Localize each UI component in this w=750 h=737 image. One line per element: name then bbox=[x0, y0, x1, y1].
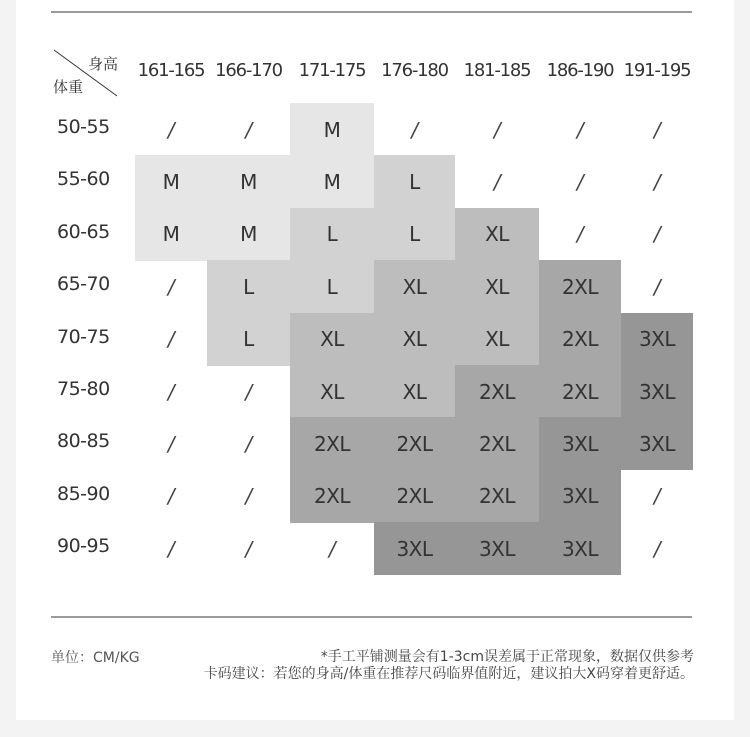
size-cell: L bbox=[207, 313, 290, 366]
size-cell: M bbox=[207, 208, 290, 261]
size-cell: / bbox=[245, 431, 252, 456]
size-cell: / bbox=[245, 117, 252, 142]
column-header: 191-195 bbox=[623, 60, 691, 81]
column-header: 176-180 bbox=[381, 60, 448, 81]
size-cell: / bbox=[245, 484, 252, 509]
size-cell: 3XL bbox=[539, 470, 621, 523]
table-corner-header bbox=[51, 48, 121, 98]
row-header: 80-85 bbox=[57, 430, 110, 453]
size-cell: XL bbox=[455, 313, 539, 366]
size-cell: / bbox=[167, 431, 175, 456]
size-cell: / bbox=[245, 536, 252, 561]
row-header: 65-70 bbox=[57, 273, 110, 296]
size-cell: XL bbox=[374, 365, 455, 418]
size-cell: / bbox=[653, 222, 661, 247]
column-header: 166-170 bbox=[215, 60, 282, 81]
row-header: 85-90 bbox=[57, 482, 110, 505]
size-cell: 2XL bbox=[539, 260, 621, 313]
size-cell: / bbox=[576, 222, 584, 247]
size-cell: L bbox=[290, 208, 374, 261]
row-header: 50-55 bbox=[57, 116, 110, 138]
size-cell: 3XL bbox=[374, 522, 455, 575]
bottom-divider bbox=[51, 616, 692, 618]
size-cell: 2XL bbox=[539, 313, 621, 366]
size-cell: / bbox=[245, 379, 252, 404]
size-cell: L bbox=[207, 260, 290, 313]
size-cell: / bbox=[653, 274, 661, 299]
size-cell: / bbox=[328, 536, 336, 561]
column-header: 171-175 bbox=[298, 60, 366, 81]
size-cell: / bbox=[576, 169, 584, 194]
column-header: 181-185 bbox=[463, 60, 531, 81]
size-cell: 2XL bbox=[455, 365, 539, 418]
size-cell: / bbox=[167, 327, 175, 352]
size-cell: 2XL bbox=[455, 417, 539, 470]
size-cell: / bbox=[653, 484, 661, 509]
size-cell: XL bbox=[290, 313, 374, 366]
size-cell: / bbox=[167, 117, 175, 142]
top-divider bbox=[51, 11, 692, 13]
size-cell: M bbox=[135, 208, 207, 261]
size-advice-note: 卡码建议：若您的身高/体重在推荐尺码临界值附近，建议拍大X码穿着更舒适。 bbox=[203, 666, 694, 682]
size-cell: XL bbox=[374, 260, 455, 313]
size-cell: 2XL bbox=[374, 470, 455, 523]
size-cell: / bbox=[167, 484, 175, 509]
size-cell: 2XL bbox=[290, 470, 374, 523]
size-cell: XL bbox=[455, 260, 539, 313]
row-header: 55-60 bbox=[57, 168, 110, 191]
size-cell: 3XL bbox=[539, 417, 621, 470]
size-cell: M bbox=[207, 155, 290, 208]
size-cell: M bbox=[135, 155, 207, 208]
size-cell: 3XL bbox=[621, 313, 693, 366]
size-cell: 2XL bbox=[290, 417, 374, 470]
row-header: 70-75 bbox=[57, 325, 110, 348]
size-cell: / bbox=[167, 379, 175, 404]
size-cell: / bbox=[167, 274, 175, 299]
corner-height-label: 身高 bbox=[88, 55, 119, 73]
size-cell: / bbox=[653, 169, 661, 194]
size-cell: 3XL bbox=[621, 365, 693, 418]
unit-label: 单位：CM/KG bbox=[51, 650, 140, 666]
row-header: 90-95 bbox=[57, 535, 110, 558]
row-header: 75-80 bbox=[57, 378, 110, 400]
size-cell: L bbox=[374, 208, 455, 261]
size-cell: / bbox=[576, 117, 584, 142]
size-cell: XL bbox=[374, 313, 455, 366]
size-cell: XL bbox=[455, 208, 539, 261]
size-cell: 2XL bbox=[374, 417, 455, 470]
column-header: 161-165 bbox=[137, 60, 205, 81]
size-cell: 2XL bbox=[455, 470, 539, 523]
size-cell: M bbox=[290, 155, 374, 208]
size-cell: / bbox=[653, 536, 661, 561]
size-cell: M bbox=[290, 103, 374, 156]
size-cell: L bbox=[374, 155, 455, 208]
size-cell: 3XL bbox=[539, 522, 621, 575]
size-cell: / bbox=[493, 117, 501, 142]
size-cell: / bbox=[411, 117, 418, 142]
column-header: 186-190 bbox=[546, 60, 614, 81]
size-cell: XL bbox=[290, 365, 374, 418]
size-cell: L bbox=[290, 260, 374, 313]
size-cell: 3XL bbox=[455, 522, 539, 575]
row-header: 60-65 bbox=[57, 220, 110, 243]
size-cell: / bbox=[653, 117, 661, 142]
size-cell: 3XL bbox=[621, 417, 693, 470]
corner-weight-label: 体重 bbox=[53, 78, 84, 96]
size-cell: 2XL bbox=[539, 365, 621, 418]
measurement-note: *手工平铺测量会有1-3cm误差属于正常现象，数据仅供参考 bbox=[320, 649, 694, 665]
size-cell: / bbox=[167, 536, 175, 561]
size-cell: / bbox=[493, 169, 501, 194]
